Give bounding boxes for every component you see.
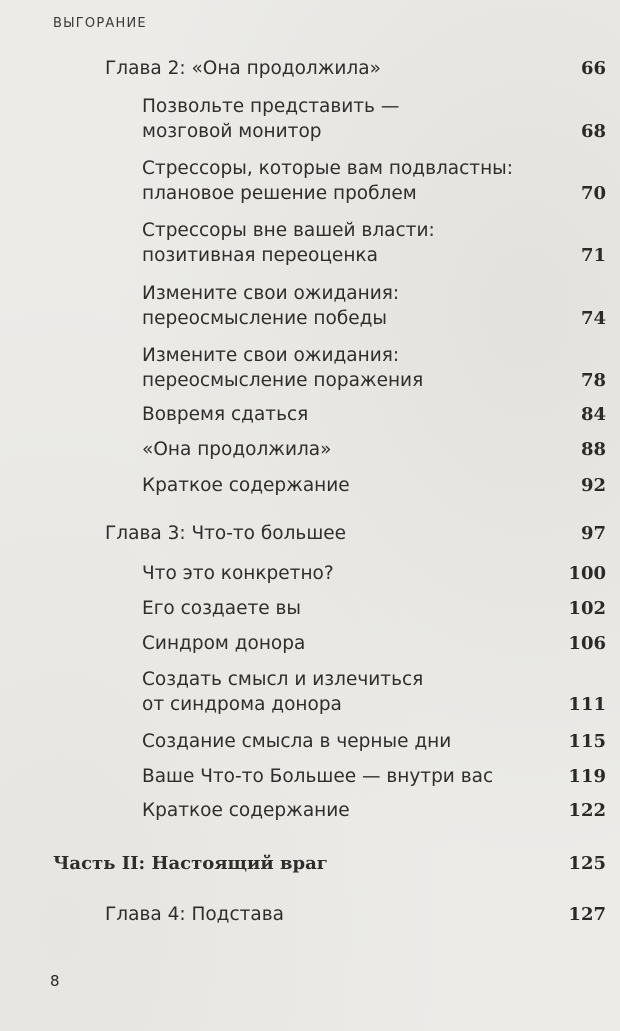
toc-entry-title-line: переосмысление победы [142, 308, 388, 329]
toc-entry-section[interactable] [142, 402, 606, 427]
toc-entry-section[interactable] [142, 156, 606, 206]
toc-entry-title-line: Измените свои ожидания: [142, 345, 400, 366]
toc-entry-title-line: плановое решение проблем [142, 183, 417, 204]
toc-entry-title: Его создаете вы [142, 598, 301, 619]
toc-entry-title: Синдром донора [142, 633, 306, 654]
toc-entry-title-line: мозговой монитор [142, 121, 322, 142]
toc-entry-section[interactable] [142, 596, 606, 621]
toc-entry-title-line: от синдрома донора [142, 694, 342, 715]
toc-entry-page: 106 [568, 633, 606, 654]
toc-entry-section[interactable] [142, 561, 606, 586]
toc-entry-title: Ваше Что-то Большее — внутри вас [142, 766, 494, 787]
toc-entry-page: 78 [580, 370, 606, 391]
toc-entry-chapter-2[interactable] [105, 56, 606, 81]
toc-entry-section[interactable] [142, 798, 606, 823]
toc-entry-chapter-4[interactable] [105, 902, 606, 927]
toc-entry-section[interactable] [142, 218, 606, 268]
running-head: ВЫГОРАНИЕ [53, 16, 147, 31]
toc-entry-page: 127 [568, 904, 606, 925]
toc-entry-title-line: позитивная переоценка [142, 245, 378, 266]
toc-entry-title [142, 218, 606, 268]
toc-entry-title [142, 94, 606, 144]
toc-entry-page: 97 [580, 523, 606, 544]
toc-entry-title: Краткое содержание [142, 475, 350, 496]
toc-entry-part-2[interactable] [53, 851, 606, 876]
toc-entry-page: 66 [580, 58, 606, 79]
toc-entry-section[interactable] [142, 667, 606, 717]
toc-entry-page: 119 [568, 766, 606, 787]
toc-entry-page: 122 [568, 800, 606, 821]
toc-entry-title: Часть II: Настоящий враг [53, 853, 328, 874]
toc-entry-title-line: переосмысление поражения [142, 370, 424, 391]
toc-entry-title [142, 281, 606, 331]
toc-entry-page: 74 [580, 308, 606, 329]
toc-entry-page: 92 [580, 475, 606, 496]
toc-entry-title: Глава 2: «Она продолжила» [105, 58, 381, 79]
toc-entry-section[interactable] [142, 729, 606, 754]
toc-entry-page: 102 [568, 598, 606, 619]
toc-entry-page: 84 [580, 404, 606, 425]
toc-entry-page: 125 [568, 853, 606, 874]
toc-entry-title: Что это конкретно? [142, 563, 334, 584]
toc-entry-section[interactable] [142, 281, 606, 331]
toc-entry-section[interactable] [142, 437, 606, 462]
toc-entry-title: «Она продолжила» [142, 439, 332, 460]
toc-entry-title: Глава 4: Подстава [105, 904, 284, 925]
toc-entry-section[interactable] [142, 94, 606, 144]
toc-entry-title-line: Позвольте представить — [142, 96, 400, 117]
toc-entry-title-line: Стрессоры вне вашей власти: [142, 220, 435, 241]
toc-entry-section[interactable] [142, 343, 606, 393]
toc-entry-title [142, 667, 606, 717]
toc-entry-title: Краткое содержание [142, 800, 350, 821]
toc-entry-chapter-3[interactable] [105, 521, 606, 546]
toc-entry-title: Создание смысла в черные дни [142, 731, 452, 752]
toc-entry-title [142, 156, 606, 206]
toc-entry-title: Глава 3: Что-то большее [105, 523, 347, 544]
toc-entry-title-line: Измените свои ожидания: [142, 283, 400, 304]
toc-entry-title [142, 343, 606, 393]
page-number: 8 [50, 972, 60, 990]
toc-entry-page: 115 [568, 731, 606, 752]
toc-entry-page: 70 [580, 183, 606, 204]
toc-entry-section[interactable] [142, 473, 606, 498]
toc-entry-page: 111 [568, 694, 606, 715]
toc-entry-section[interactable] [142, 764, 606, 789]
toc-entry-page: 100 [568, 563, 606, 584]
toc-entry-page: 68 [580, 121, 606, 142]
toc-entry-title-line: Стрессоры, которые вам подвластны: [142, 158, 514, 179]
toc-entry-title-line: Создать смысл и излечиться [142, 669, 424, 690]
toc-entry-section[interactable] [142, 631, 606, 656]
toc-entry-page: 88 [580, 439, 606, 460]
toc-entry-page: 71 [580, 245, 606, 266]
toc-entry-title: Вовремя сдаться [142, 404, 309, 425]
